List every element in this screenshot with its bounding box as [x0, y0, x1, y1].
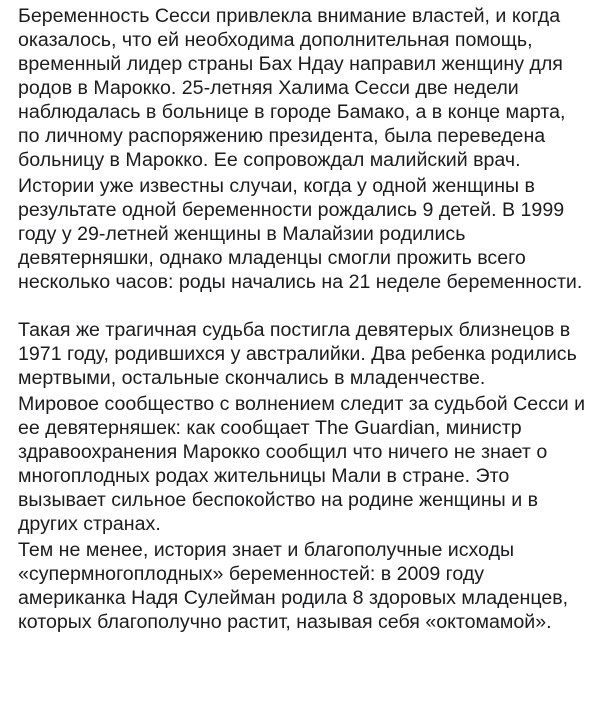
paragraph-4: Мировое сообщество с волнением следит за судьбой Сесси и ее девятерняшек: как сообщает The Guardian, министр здравоохранения Марокко сообщил что ничего не знает о многоплодных родах жительницы Мали в стране. Это вызывает сильное беспокойство на родине женщины и в других странах.	[18, 393, 586, 535]
paragraph-2: Истории уже известны случаи, когда у одной женщины в результате одной беременности рождались 9 детей. В 1999 году у 29-летней женщины в Малайзии родились девятерняшки, однако младенцы смогли прожить всего несколько часов: роды начались на 21 неделе беременности.	[18, 175, 583, 293]
paragraph-5: Тем не менее, история знает и благополучные исходы «супермногоплодных» беременностей: в 2009 году американка Надя Сулейман родила 8 здоровых младенцев, которых благополучно растит, называя себя «октомамой».	[18, 539, 569, 633]
paragraph-1: Беременность Сесси привлекла внимание властей, и когда оказалось, что ей необходима дополнительная помощь, временный лидер страны Бах Ндау направил женщину для родов в Марокко. 25-летняя Халима Сесси две недели наблюдалась в больнице в городе Бамако, а в конце марта, по личному распоряжению президента, была переведена больницу в Марокко. Ее сопровождал малийский врач.	[18, 5, 566, 171]
paragraph-3: Такая же трагичная судьба постигла девятерых близнецов в 1971 году, родившихся у австралийки. Два ребенка родились мертвыми, остальные скончались в младенчестве.	[18, 319, 577, 389]
